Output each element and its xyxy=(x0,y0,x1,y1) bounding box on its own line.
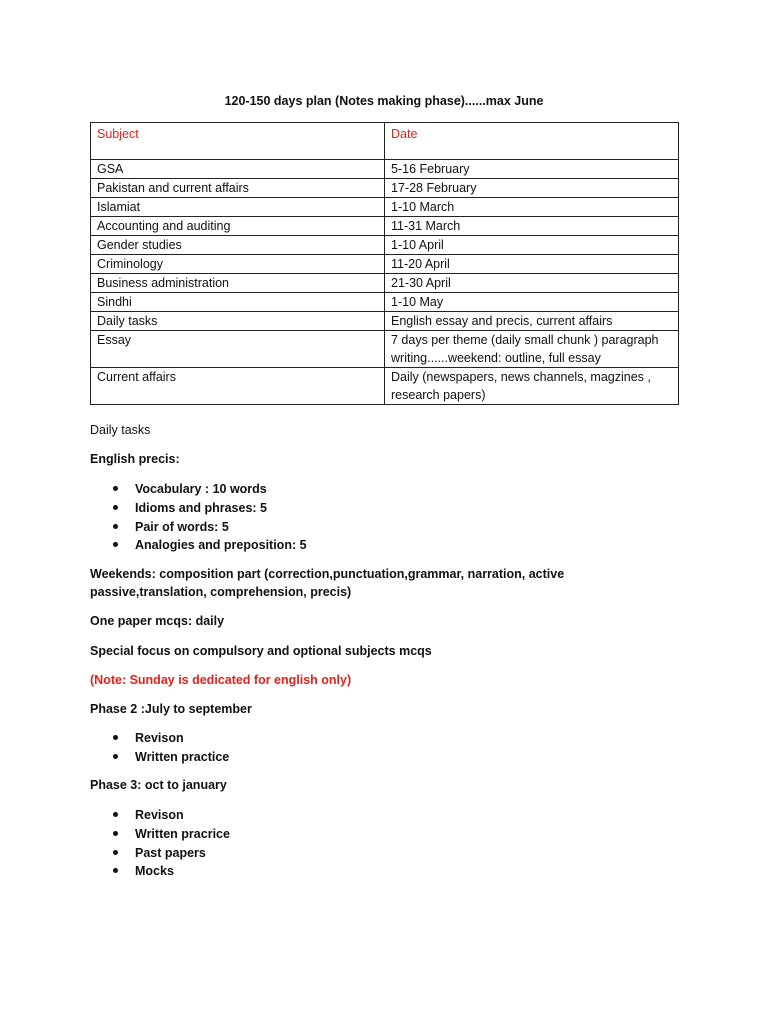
date-cell: 1-10 April xyxy=(385,236,679,255)
list-item: Mocks xyxy=(113,862,230,881)
header-subject: Subject xyxy=(91,123,385,160)
subject-cell: GSA xyxy=(91,160,385,179)
schedule-table xyxy=(90,122,679,405)
list-item: Vocabulary : 10 words xyxy=(113,480,307,499)
date-cell: 11-31 March xyxy=(385,217,679,236)
date-cell: Daily (newspapers, news channels, magzines , research papers) xyxy=(385,368,679,405)
english-precis-heading: English precis: xyxy=(90,452,180,466)
date-cell: 21-30 April xyxy=(385,274,679,293)
note-text: (Note: Sunday is dedicated for english only) xyxy=(90,673,352,687)
subject-cell: Accounting and auditing xyxy=(91,217,385,236)
list-item: Analogies and preposition: 5 xyxy=(113,536,307,555)
list-item: Written pracrice xyxy=(113,825,230,844)
table-row xyxy=(91,312,679,331)
header-date: Date xyxy=(385,123,679,160)
table-row xyxy=(91,274,679,293)
subject-cell: Essay xyxy=(91,331,385,368)
date-cell: 11-20 April xyxy=(385,255,679,274)
daily-tasks-label: Daily tasks xyxy=(90,423,151,437)
phase2-list xyxy=(113,729,229,767)
list-item: Past papers xyxy=(113,844,230,863)
table-row xyxy=(91,255,679,274)
date-cell: 1-10 March xyxy=(385,198,679,217)
table-row xyxy=(91,198,679,217)
table-row xyxy=(91,331,679,368)
subject-cell: Gender studies xyxy=(91,236,385,255)
subject-cell: Islamiat xyxy=(91,198,385,217)
subject-cell: Daily tasks xyxy=(91,312,385,331)
date-cell: 17-28 February xyxy=(385,179,679,198)
subject-cell: Current affairs xyxy=(91,368,385,405)
subject-cell: Sindhi xyxy=(91,293,385,312)
subject-cell: Criminology xyxy=(91,255,385,274)
table-row xyxy=(91,217,679,236)
subject-cell: Business administration xyxy=(91,274,385,293)
date-cell: 7 days per theme (daily small chunk ) paragraph writing......weekend: outline, full essay xyxy=(385,331,679,368)
special-focus-text: Special focus on compulsory and optional subjects mcqs xyxy=(90,644,432,658)
table-row xyxy=(91,160,679,179)
english-precis-list xyxy=(113,480,307,555)
phase3-heading: Phase 3: oct to january xyxy=(90,778,227,792)
list-item: Idioms and phrases: 5 xyxy=(113,499,307,518)
weekends-text: Weekends: composition part (correction,punctuation,grammar, narration, active passive,translation, comprehension, precis) xyxy=(90,567,565,599)
list-item: Revison xyxy=(113,729,229,748)
list-item: Pair of words: 5 xyxy=(113,518,307,537)
one-paper-text: One paper mcqs: daily xyxy=(90,614,225,628)
table-header-row xyxy=(91,123,679,160)
table-row xyxy=(91,179,679,198)
phase2-heading: Phase 2 :July to september xyxy=(90,702,252,716)
list-item: Revison xyxy=(113,806,230,825)
phase3-list xyxy=(113,806,230,881)
subject-cell: Pakistan and current affairs xyxy=(91,179,385,198)
table-row xyxy=(91,368,679,405)
page-title: 120-150 days plan (Notes making phase)......max June xyxy=(224,94,544,108)
date-cell: 5-16 February xyxy=(385,160,679,179)
table-row xyxy=(91,236,679,255)
table-row xyxy=(91,293,679,312)
list-item: Written practice xyxy=(113,748,229,767)
date-cell: 1-10 May xyxy=(385,293,679,312)
date-cell: English essay and precis, current affairs xyxy=(385,312,679,331)
